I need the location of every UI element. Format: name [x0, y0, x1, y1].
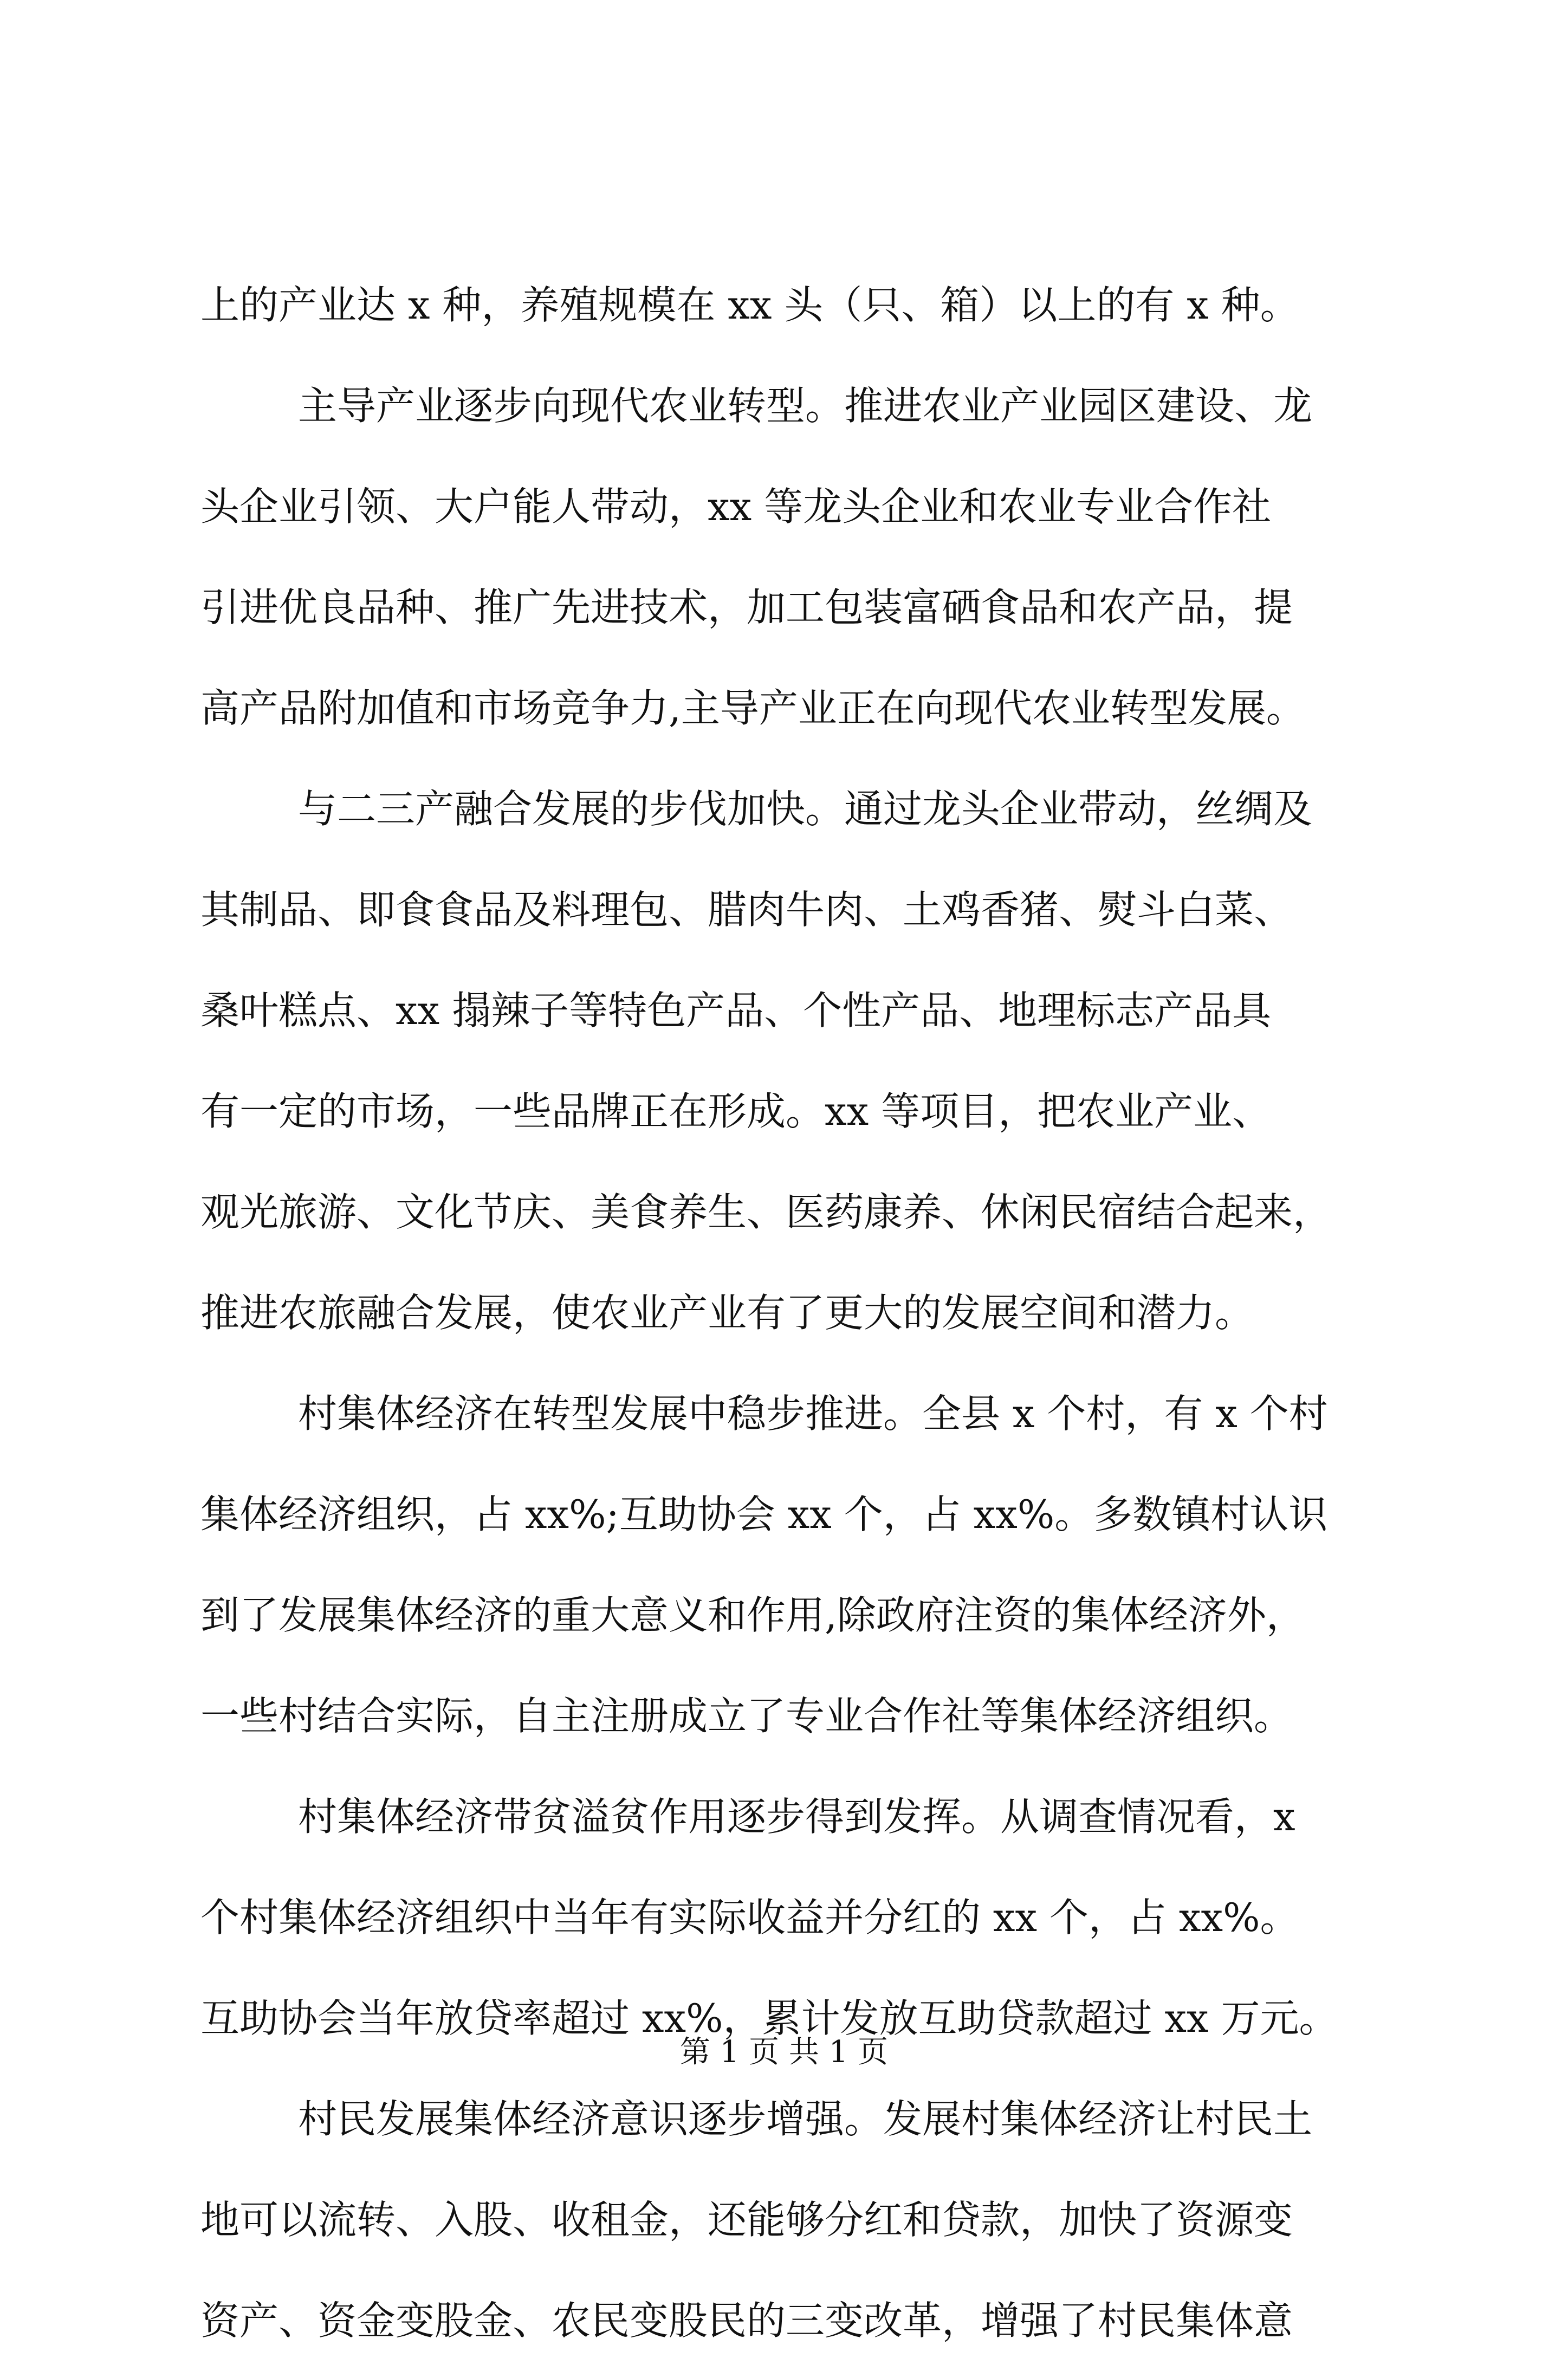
text-line: 到了发展集体经济的重大意义和作用,除政府注资的集体经济外，: [200, 1592, 1305, 1638]
text-line: 个村集体经济组织中当年有实际收益并分红的 xx 个，占 xx%。: [200, 1895, 1299, 1940]
text-line: 其制品、即食食品及料理包、腊肉牛肉、土鸡香猪、熨斗白菜、: [200, 887, 1293, 932]
text-line: 村集体经济带贫溢贫作用逐步得到发挥。从调查情况看，x: [298, 1794, 1295, 1839]
text-line: 村集体经济在转型发展中稳步推进。全县 x 个村，有 x 个村: [298, 1391, 1328, 1436]
text-line: 一些村结合实际，自主注册成立了专业合作社等集体经济组织。: [200, 1693, 1293, 1739]
text-line: 引进优良品种、推广先进技术，加工包装富硒食品和农产品，提: [200, 585, 1293, 630]
text-line: 上的产业达 x 种，养殖规模在 xx 头（只、箱）以上的有 x 种。: [200, 282, 1299, 328]
text-line: 推进农旅融合发展，使农业产业有了更大的发展空间和潜力。: [200, 1290, 1254, 1336]
text-line: 桑叶糕点、xx 搨辣子等特色产品、个性产品、地理标志产品具: [200, 988, 1272, 1033]
text-line: 高产品附加值和市场竞争力,主导产业正在向现代农业转型发展。: [200, 685, 1305, 731]
text-line: 地可以流转、入股、收租金，还能够分红和贷款，加快了资源变: [200, 2197, 1293, 2243]
text-line: 资产、资金变股金、农民变股民的三变改革，增强了村民集体意: [200, 2298, 1293, 2343]
text-line: 有一定的市场，一些品牌正在形成。xx 等项目，把农业产业、: [200, 1089, 1272, 1134]
text-line: 互助协会当年放贷率超过 xx%，累计发放互助贷款超过 xx 万元。: [200, 1996, 1338, 2041]
text-line: 与二三产融合发展的步伐加快。通过龙头企业带动，丝绸及: [298, 786, 1313, 832]
page-number-footer: 第 1 页 共 1 页: [679, 2035, 889, 2070]
text-line: 观光旅游、文化节庆、美食养生、医药康养、休闲民宿结合起来，: [200, 1189, 1332, 1235]
text-line: 头企业引领、大户能人带动，xx 等龙头企业和农业专业合作社: [200, 484, 1272, 529]
text-line: 集体经济组织，占 xx%;互助协会 xx 个，占 xx%。多数镇村认识: [200, 1492, 1328, 1537]
text-line: 村民发展集体经济意识逐步增强。发展村集体经济让村民土: [298, 2096, 1313, 2142]
text-line: 主导产业逐步向现代农业转型。推进农业产业园区建设、龙: [298, 383, 1313, 429]
